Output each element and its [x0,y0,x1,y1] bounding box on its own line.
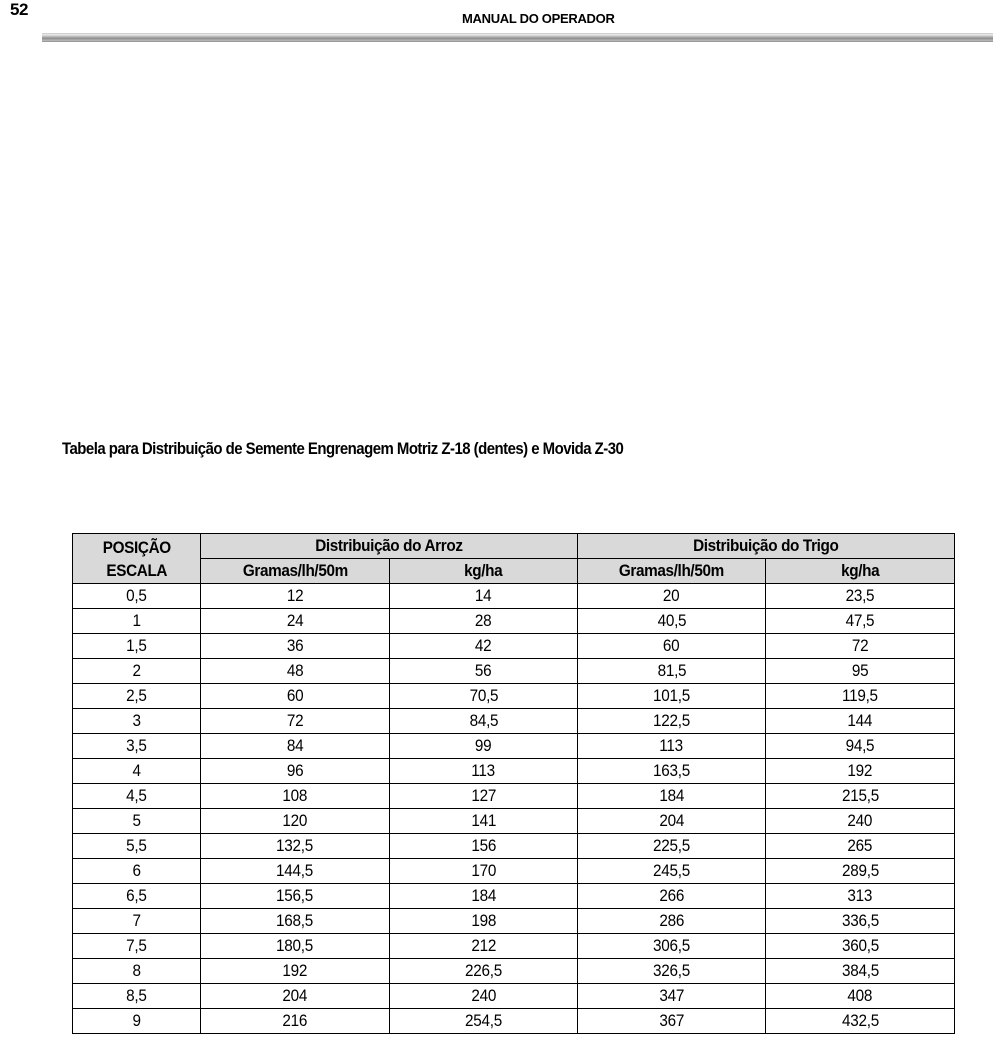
rice-distribution-header: Distribuição do Arroz [201,534,578,559]
wheat-grams-cell: 204 [578,809,766,834]
wheat-kgha-cell: 240 [766,809,955,834]
wheat-grams-cell: 266 [578,884,766,909]
position-header-line2: ESCALA [106,560,167,580]
wheat-distribution-header: Distribuição do Trigo [578,534,955,559]
wheat-grams-cell: 245,5 [578,859,766,884]
rice-kgha-cell: 56 [390,659,578,684]
table-row [73,709,955,734]
position-cell: 8,5 [73,984,201,1009]
position-cell: 6 [73,859,201,884]
table-header-row-groups [73,534,955,559]
rice-grams-cell: 72 [201,709,390,734]
rice-kgha-cell: 84,5 [390,709,578,734]
wheat-kgha-cell: 23,5 [766,584,955,609]
wheat-kgha-header: kg/ha [766,559,955,584]
wheat-kgha-cell: 384,5 [766,959,955,984]
position-cell: 2,5 [73,684,201,709]
table-caption: Tabela para Distribuição de Semente Engrenagem Motriz Z-18 (dentes) e Movida Z-30 [62,439,624,458]
header-title: MANUAL DO OPERADOR [462,11,615,26]
table-body [73,584,955,1034]
wheat-kgha-cell: 265 [766,834,955,859]
rice-grams-cell: 48 [201,659,390,684]
rice-grams-cell: 204 [201,984,390,1009]
rice-kgha-cell: 113 [390,759,578,784]
position-cell: 4 [73,759,201,784]
table-row [73,884,955,909]
wheat-kgha-cell: 313 [766,884,955,909]
wheat-grams-cell: 40,5 [578,609,766,634]
rice-kgha-cell: 42 [390,634,578,659]
table-row [73,684,955,709]
position-cell: 1,5 [73,634,201,659]
wheat-grams-cell: 101,5 [578,684,766,709]
table-row [73,859,955,884]
wheat-grams-header: Gramas/lh/50m [578,559,766,584]
table-header-row-units [73,559,955,584]
rice-grams-header: Gramas/lh/50m [201,559,390,584]
rice-grams-cell: 12 [201,584,390,609]
rice-kgha-cell: 226,5 [390,959,578,984]
wheat-grams-cell: 225,5 [578,834,766,859]
rice-kgha-cell: 99 [390,734,578,759]
rice-grams-cell: 192 [201,959,390,984]
position-cell: 5,5 [73,834,201,859]
wheat-grams-cell: 367 [578,1009,766,1034]
wheat-grams-cell: 113 [578,734,766,759]
position-cell: 9 [73,1009,201,1034]
position-cell: 3 [73,709,201,734]
header-divider [42,33,993,42]
table-row [73,784,955,809]
page-number: 52 [10,0,28,19]
wheat-kgha-cell: 94,5 [766,734,955,759]
rice-kgha-cell: 141 [390,809,578,834]
table-row [73,984,955,1009]
wheat-grams-cell: 60 [578,634,766,659]
position-cell: 1 [73,609,201,634]
wheat-grams-cell: 122,5 [578,709,766,734]
rice-kgha-cell: 170 [390,859,578,884]
wheat-grams-cell: 306,5 [578,934,766,959]
wheat-kgha-cell: 144 [766,709,955,734]
rice-grams-cell: 60 [201,684,390,709]
position-cell: 2 [73,659,201,684]
seed-distribution-table [72,533,955,1034]
table-row [73,609,955,634]
position-cell: 5 [73,809,201,834]
rice-kgha-cell: 240 [390,984,578,1009]
position-scale-header [73,534,201,584]
wheat-grams-cell: 347 [578,984,766,1009]
rice-grams-cell: 96 [201,759,390,784]
table-row [73,1009,955,1034]
wheat-grams-cell: 286 [578,909,766,934]
wheat-kgha-cell: 432,5 [766,1009,955,1034]
wheat-kgha-cell: 360,5 [766,934,955,959]
wheat-kgha-cell: 192 [766,759,955,784]
wheat-kgha-cell: 336,5 [766,909,955,934]
rice-kgha-cell: 184 [390,884,578,909]
wheat-grams-cell: 20 [578,584,766,609]
wheat-kgha-cell: 47,5 [766,609,955,634]
rice-grams-cell: 120 [201,809,390,834]
rice-kgha-cell: 127 [390,784,578,809]
rice-kgha-header: kg/ha [390,559,578,584]
rice-grams-cell: 36 [201,634,390,659]
rice-kgha-cell: 198 [390,909,578,934]
wheat-kgha-cell: 215,5 [766,784,955,809]
rice-kgha-cell: 254,5 [390,1009,578,1034]
rice-kgha-cell: 28 [390,609,578,634]
rice-grams-cell: 84 [201,734,390,759]
rice-grams-cell: 144,5 [201,859,390,884]
wheat-kgha-cell: 408 [766,984,955,1009]
table-row [73,934,955,959]
rice-kgha-cell: 70,5 [390,684,578,709]
rice-grams-cell: 108 [201,784,390,809]
wheat-kgha-cell: 95 [766,659,955,684]
table-row [73,809,955,834]
position-cell: 0,5 [73,584,201,609]
table-row [73,759,955,784]
rice-kgha-cell: 156 [390,834,578,859]
table-row [73,584,955,609]
rice-grams-cell: 156,5 [201,884,390,909]
wheat-kgha-cell: 289,5 [766,859,955,884]
table-row [73,734,955,759]
position-cell: 4,5 [73,784,201,809]
position-cell: 6,5 [73,884,201,909]
position-cell: 7,5 [73,934,201,959]
rice-kgha-cell: 212 [390,934,578,959]
rice-grams-cell: 216 [201,1009,390,1034]
table-row [73,634,955,659]
rice-grams-cell: 24 [201,609,390,634]
position-cell: 8 [73,959,201,984]
position-cell: 3,5 [73,734,201,759]
table-row [73,959,955,984]
table-row [73,834,955,859]
position-cell: 7 [73,909,201,934]
position-header-line1: POSIÇÃO [102,537,171,557]
rice-kgha-cell: 14 [390,584,578,609]
table-row [73,909,955,934]
wheat-grams-cell: 184 [578,784,766,809]
rice-grams-cell: 132,5 [201,834,390,859]
rice-grams-cell: 180,5 [201,934,390,959]
wheat-kgha-cell: 119,5 [766,684,955,709]
wheat-grams-cell: 326,5 [578,959,766,984]
wheat-grams-cell: 81,5 [578,659,766,684]
table-row [73,659,955,684]
wheat-grams-cell: 163,5 [578,759,766,784]
rice-grams-cell: 168,5 [201,909,390,934]
wheat-kgha-cell: 72 [766,634,955,659]
